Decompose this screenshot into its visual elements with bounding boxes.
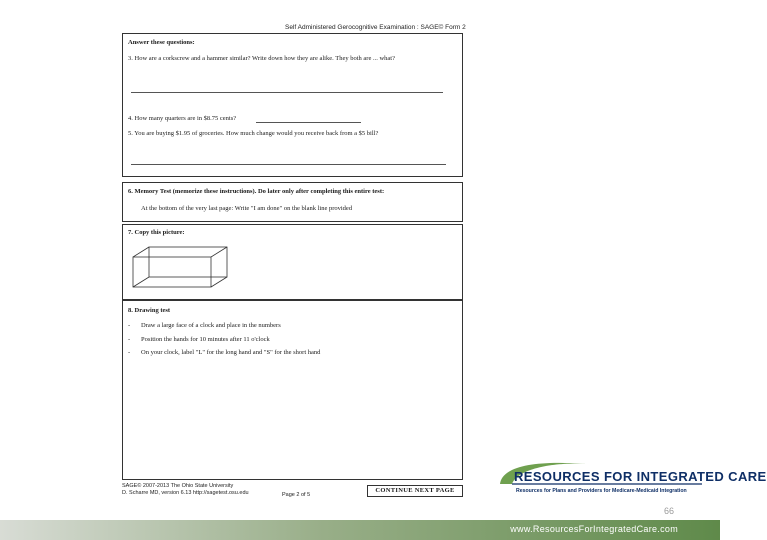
drawing-item-bullet: - bbox=[128, 336, 131, 343]
answer-line-5 bbox=[131, 164, 446, 165]
continue-next-page-label: CONTINUE NEXT PAGE bbox=[367, 485, 463, 497]
question-3: 3. How are a corkscrew and a hammer similar? Write down how they are alike. They both are ... what? bbox=[128, 55, 395, 62]
memory-test-section bbox=[122, 182, 463, 222]
logo-title: RESOURCES FOR INTEGRATED CARE bbox=[514, 469, 767, 484]
prism-drawing bbox=[131, 245, 233, 289]
question-4: 4. How many quarters are in $8.75 cents? bbox=[128, 115, 237, 122]
copy-picture-heading: 7. Copy this picture: bbox=[128, 229, 185, 236]
copyright-footer bbox=[122, 483, 249, 498]
answer-line-4 bbox=[256, 122, 361, 123]
drawing-test-section bbox=[122, 300, 463, 480]
drawing-item-bullet: - bbox=[128, 349, 131, 356]
resources-for-integrated-care-logo bbox=[496, 458, 767, 502]
slide-number: 66 bbox=[664, 506, 675, 516]
copyright-line: SAGE© 2007-2013 The Ohio State University bbox=[122, 483, 234, 489]
question-5: 5. You are buying $1.95 of groceries. How much change would you receive back from a $5 bill? bbox=[128, 130, 379, 137]
questions-section bbox=[122, 33, 463, 177]
memory-test-heading: 6. Memory Test (memorize these instructions). Do later only after completing this entire test: bbox=[128, 188, 385, 195]
website-url: www.ResourcesForIntegratedCare.com bbox=[510, 524, 678, 534]
section-heading: Answer these questions: bbox=[128, 39, 195, 46]
drawing-test-heading: 8. Drawing test bbox=[128, 307, 171, 314]
version-line: D. Scharre MD, version 6.13 http://sagetest.osu.edu bbox=[122, 490, 249, 497]
drawing-item: On your clock, label "L" for the long hand and "S" for the short hand bbox=[141, 349, 321, 356]
form-header: Self Administered Gerocognitive Examination : SAGE© Form 2 bbox=[285, 24, 466, 31]
bottom-bar bbox=[0, 520, 720, 540]
logo-subtitle: Resources for Plans and Providers for Medicare-Medicaid Integration bbox=[516, 488, 687, 494]
drawing-item: Draw a large face of a clock and place in the numbers bbox=[141, 322, 281, 329]
page-number: Page 2 of 5 bbox=[282, 492, 311, 498]
drawing-item: Position the hands for 10 minutes after 11 o'clock bbox=[141, 336, 270, 343]
answer-line-3 bbox=[131, 92, 443, 93]
drawing-item-bullet: - bbox=[128, 322, 131, 329]
copy-picture-section bbox=[122, 224, 463, 300]
memory-test-instruction: At the bottom of the very last page: Write "I am done" on the blank line provided bbox=[141, 205, 353, 212]
